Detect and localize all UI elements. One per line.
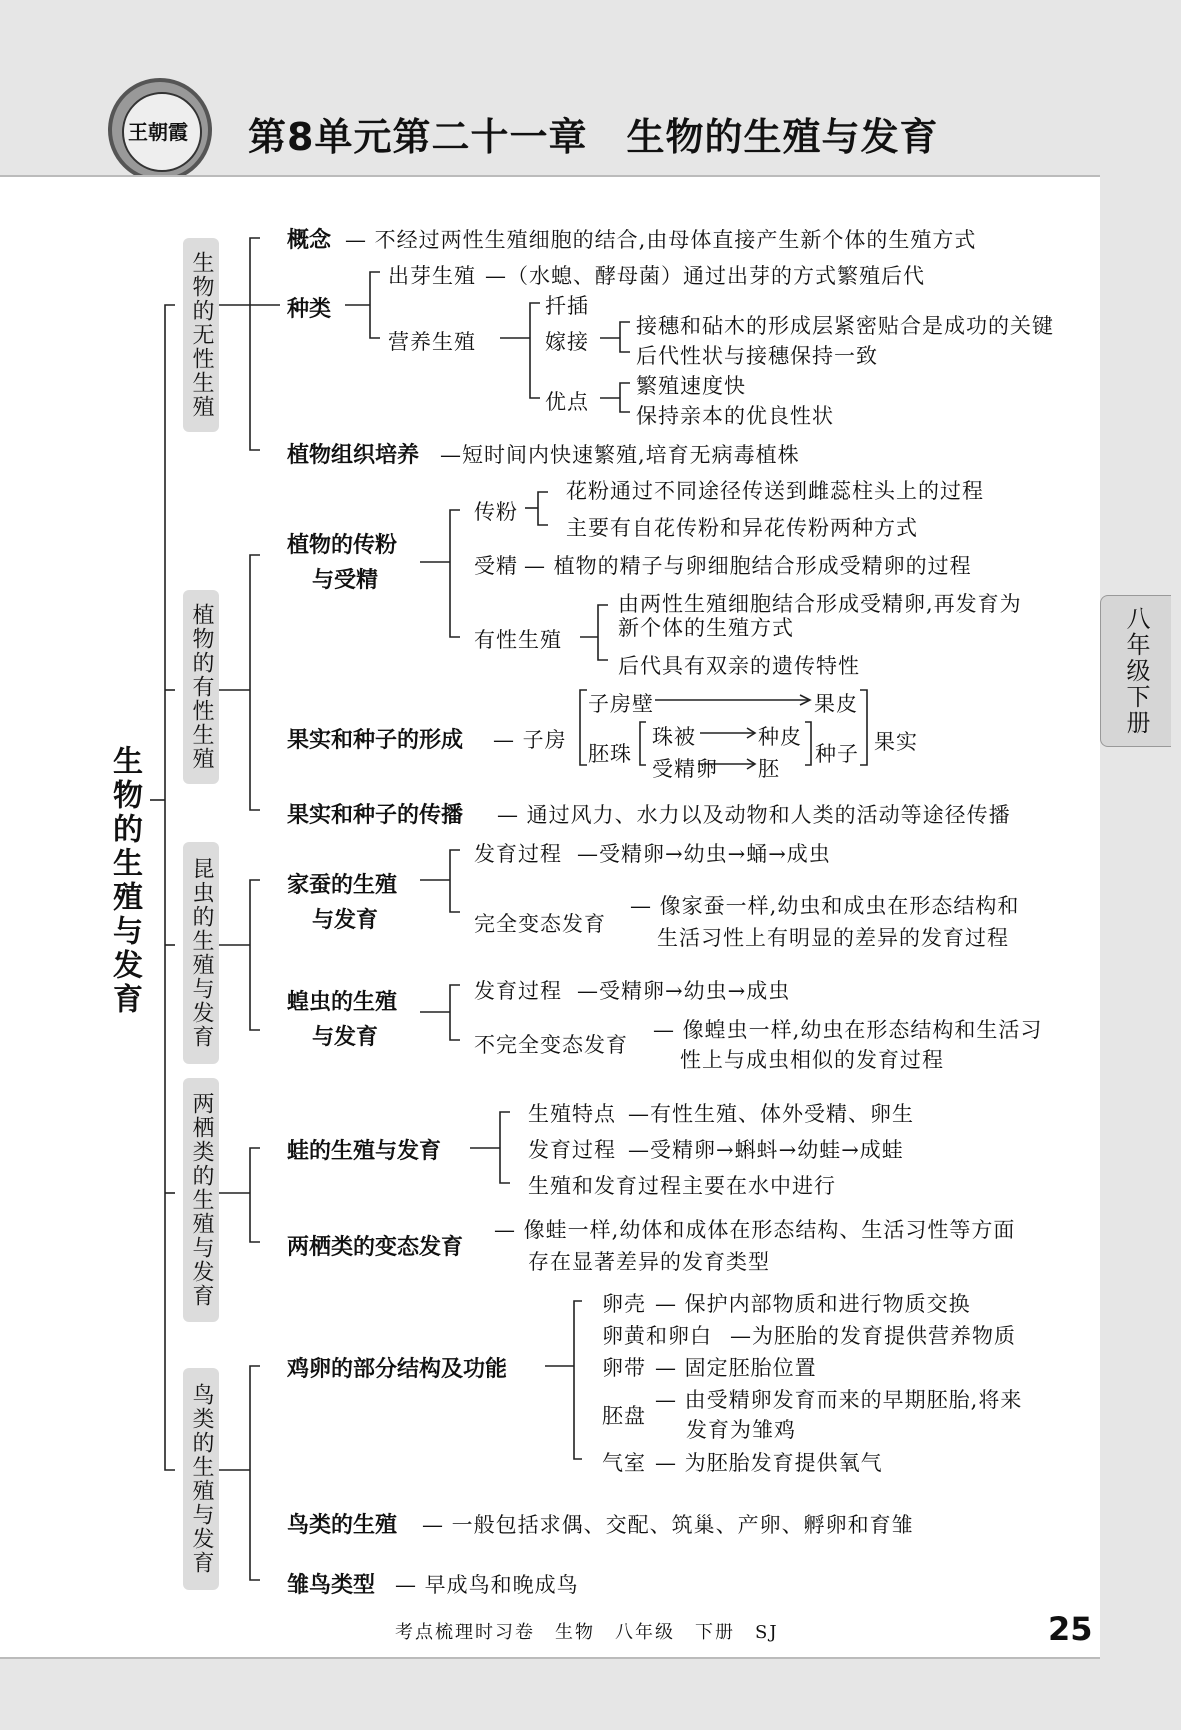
chick-text: — 早成鸟和晚成鸟: [395, 1573, 579, 1597]
amphibian-meta-1: — 像蛙一样,幼体和成体在形态结构、生活习性等方面: [494, 1218, 1016, 1242]
seed-coat-label: 种皮: [758, 725, 802, 749]
page-title: 第8单元第二十一章 生物的生殖与发育: [248, 115, 939, 159]
tissue-text: —短时间内快速繁殖,培育无病毒植株: [440, 443, 800, 467]
silkworm-label-1: 家蚕的生殖: [287, 873, 398, 898]
advantage-point-2: 保持亲本的优良性状: [636, 404, 834, 428]
section-sexual: 植物的有性生殖: [183, 590, 219, 784]
shell-text: — 保护内部物质和进行物质交换: [655, 1292, 971, 1316]
air-label: 气室: [602, 1451, 646, 1475]
ovule-label: 胚珠: [588, 742, 632, 766]
logo-text: 王朝霞: [128, 120, 188, 144]
concept-text: — 不经过两性生殖细胞的结合,由母体直接产生新个体的生殖方式: [345, 228, 977, 252]
fruit-label: 果实: [874, 730, 918, 754]
sexrep-label: 有性生殖: [474, 628, 562, 652]
grafting-label: 嫁接: [545, 330, 589, 354]
embryo-label: 胚: [758, 757, 780, 781]
frog-process-label: 发育过程: [528, 1138, 616, 1162]
budding-text: —（水螅、酵母菌）通过出芽的方式繁殖后代: [485, 264, 925, 288]
incomplete-meta-1: — 像蝗虫一样,幼虫在形态结构和生活习: [653, 1018, 1043, 1042]
locust-label-2: 与发育: [312, 1025, 379, 1050]
air-text: — 为胚胎发育提供氧气: [655, 1451, 883, 1475]
spread-label: 果实和种子的传播: [287, 803, 464, 828]
footer-text: 考点梳理时习卷 生物 八年级 下册 SJ: [395, 1622, 779, 1643]
pollen-label: 传粉: [474, 500, 518, 524]
shell-label: 卵壳: [602, 1292, 646, 1316]
section-amphibian: 两栖类的生殖与发育: [183, 1078, 219, 1322]
zygote-label: 受精卵: [652, 757, 718, 781]
incomplete-meta-label: 不完全变态发育: [474, 1033, 628, 1057]
chick-label: 雏鸟类型: [287, 1573, 376, 1598]
locust-process-text: —受精卵→幼虫→成虫: [577, 979, 791, 1003]
advantage-point-1: 繁殖速度快: [636, 374, 746, 398]
fertilization-label: 受精: [474, 554, 518, 578]
sexrep-point-1a: 由两性生殖细胞结合形成受精卵,再发育为: [618, 592, 1022, 616]
budding-label: 出芽生殖: [388, 264, 476, 288]
integument-label: 珠被: [652, 725, 696, 749]
veg-label: 营养生殖: [388, 330, 476, 354]
section-insect: 昆虫的生殖与发育: [183, 842, 219, 1064]
tissue-label: 植物组织培养: [287, 443, 420, 468]
silkworm-process-text: —受精卵→幼虫→蛹→成虫: [577, 842, 831, 866]
pollen-point-2: 主要有自花传粉和异花传粉两种方式: [566, 516, 918, 540]
complete-meta-1: — 像家蚕一样,幼虫和成虫在形态结构和: [630, 894, 1020, 918]
page-number: 25: [1048, 1610, 1093, 1648]
disc-text-2: 发育为雏鸡: [686, 1418, 796, 1442]
spread-text: — 通过风力、水力以及动物和人类的活动等途径传播: [497, 803, 1011, 827]
grafting-point-1: 接穗和砧木的形成层紧密贴合是成功的关键: [636, 314, 1054, 338]
pollination-label-1: 植物的传粉: [287, 533, 398, 558]
main-title: 生物的生殖与发育: [107, 745, 142, 1017]
pollination-label-2: 与受精: [312, 568, 379, 593]
locust-process-label: 发育过程: [474, 979, 562, 1003]
fertilization-text: — 植物的精子与卵细胞结合形成受精卵的过程: [524, 554, 972, 578]
egg-label: 鸡卵的部分结构及功能: [287, 1357, 508, 1382]
grade-tab[interactable]: 八年级下册: [1100, 595, 1171, 747]
seed-label: 种子: [815, 742, 859, 766]
advantage-label: 优点: [545, 390, 589, 414]
grafting-point-2: 后代性状与接穗保持一致: [636, 344, 878, 368]
cutting-label: 扦插: [545, 294, 589, 318]
yolk-text: —为胚胎的发育提供营养物质: [730, 1324, 1016, 1348]
section-bird: 鸟类的生殖与发育: [183, 1368, 219, 1590]
frog-water-text: 生殖和发育过程主要在水中进行: [528, 1174, 836, 1198]
disc-text-1: — 由受精卵发育而来的早期胚胎,将来: [655, 1388, 1023, 1412]
silkworm-label-2: 与发育: [312, 908, 379, 933]
ovary-label: — 子房: [493, 728, 567, 752]
silkworm-process-label: 发育过程: [474, 842, 562, 866]
amphibian-meta-2: 存在显著差异的发育类型: [528, 1250, 770, 1274]
frog-label: 蛙的生殖与发育: [287, 1139, 442, 1164]
fruit-formation-label: 果实和种子的形成: [287, 728, 464, 753]
bird-rep-label: 鸟类的生殖: [287, 1513, 398, 1538]
complete-meta-2: 生活习性上有明显的差异的发育过程: [657, 926, 1009, 950]
frog-feature-text: —有性生殖、体外受精、卵生: [628, 1102, 914, 1126]
complete-meta-label: 完全变态发育: [474, 912, 606, 936]
frog-process-text: —受精卵→蝌蚪→幼蛙→成蛙: [628, 1138, 904, 1162]
disc-label: 胚盘: [602, 1404, 646, 1428]
amphibian-meta-label: 两栖类的变态发育: [287, 1235, 464, 1260]
frog-feature-label: 生殖特点: [528, 1102, 616, 1126]
types-label: 种类: [287, 297, 332, 322]
incomplete-meta-2: 性上与成虫相似的发育过程: [680, 1048, 944, 1072]
sexrep-point-2: 后代具有双亲的遗传特性: [618, 654, 860, 678]
pollen-point-1: 花粉通过不同途径传送到雌蕊柱头上的过程: [566, 479, 984, 503]
ovary-wall-label: 子房壁: [588, 692, 654, 716]
bird-rep-text: — 一般包括求偶、交配、筑巢、产卵、孵卵和育雏: [422, 1513, 914, 1537]
peel-label: 果皮: [814, 692, 858, 716]
section-asexual: 生物的无性生殖: [183, 238, 219, 432]
locust-label-1: 蝗虫的生殖: [287, 990, 398, 1015]
sexrep-point-1b: 新个体的生殖方式: [618, 616, 794, 640]
yolk-label: 卵黄和卵白: [602, 1324, 712, 1348]
chalaza-label: 卵带: [602, 1356, 646, 1380]
chalaza-text: — 固定胚胎位置: [655, 1356, 817, 1380]
concept-label: 概念: [287, 228, 332, 253]
